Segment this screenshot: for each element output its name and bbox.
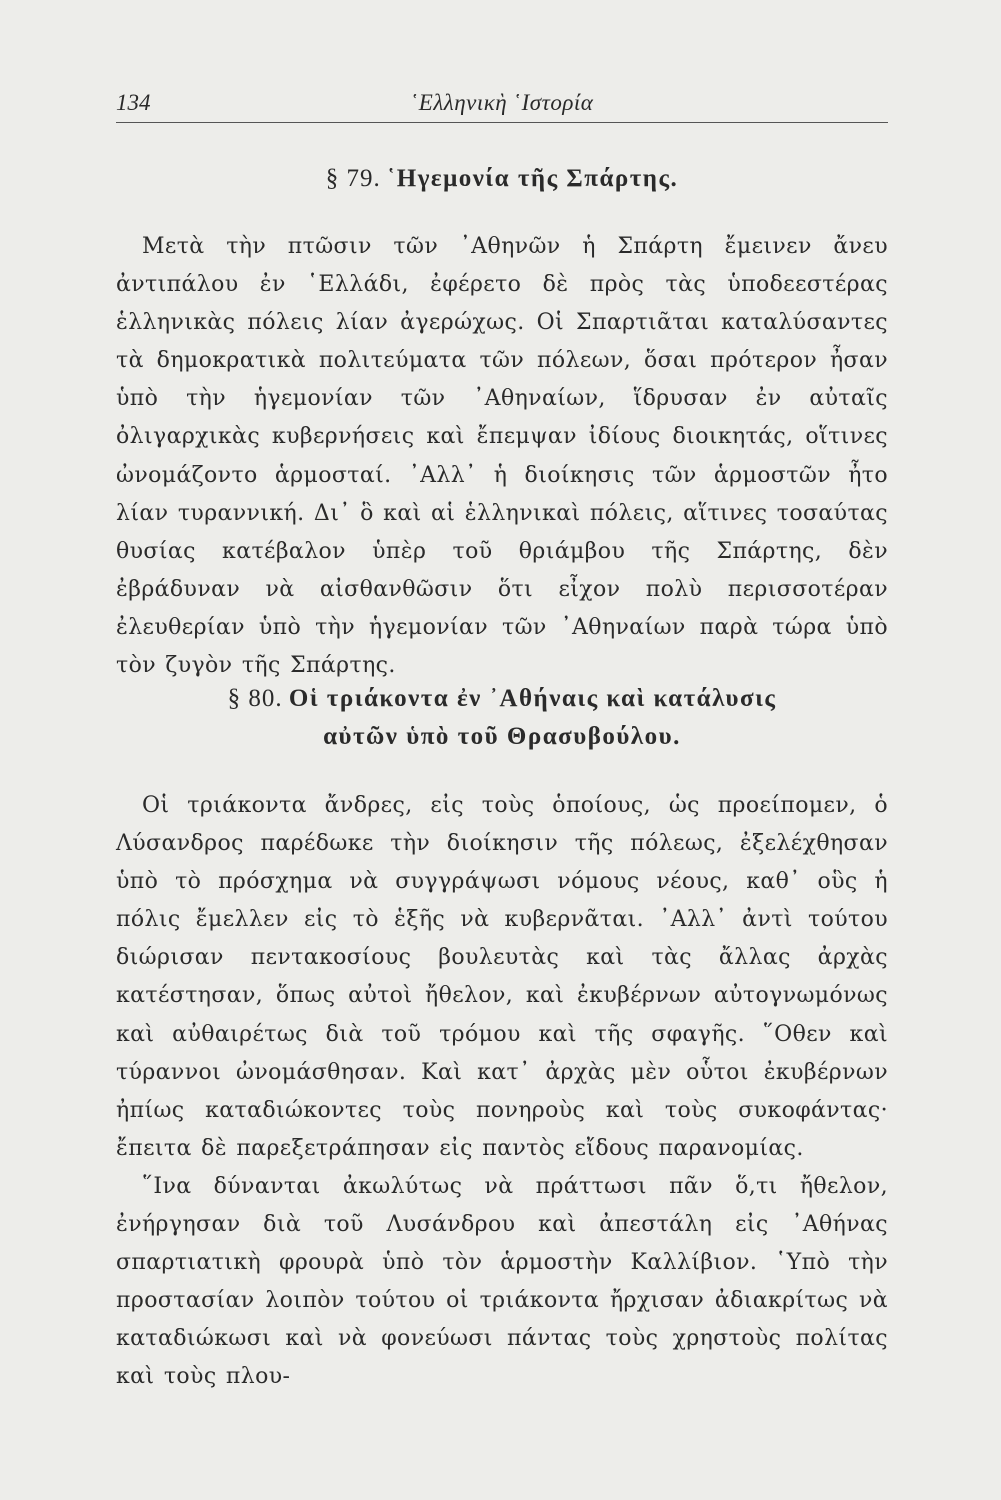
running-header — [116, 88, 888, 123]
page-number: 134 — [116, 90, 151, 115]
section-80-paragraph-2: ῞Ινα δύνανται ἀκωλύτως νὰ πράττωσι πᾶν ὅ,τι ἤθελον, ἐνήργησαν διὰ τοῦ Λυσάνδρου καὶ ἀπεστάλη εἰς ᾿Αθήνας σπαρτιατικὴ φρουρὰ ὑπὸ τὸν ἁρμοστὴν Καλλίβιον. ῾Υπὸ τὴν προστασίαν λοιπὸν τούτου οἱ τριάκοντα ἤρχισαν ἀδιακρίτως νὰ καταδιώκωσι καὶ νὰ φονεύωσι πάντας τοὺς χρηστοὺς πολίτας καὶ τοὺς πλου- — [116, 1174, 888, 1390]
section-title: ῾Ηγεμονία τῆς Σπάρτης. — [386, 165, 679, 192]
section-number: § 80. — [227, 685, 283, 712]
section-title-line-1: Οἱ τριάκοντα ἐν ᾿Αθήναις καὶ κατάλυσις — [288, 685, 777, 712]
section-79-heading — [116, 160, 888, 198]
section-79-paragraph: Μετὰ τὴν πτῶσιν τῶν ᾿Αθηνῶν ἡ Σπάρτη ἔμεινεν ἄνευ ἀντιπάλου ἐν ῾Ελλάδι, ἐφέρετο δὲ πρὸς τὰς ὑποδεεστέρας ἑλληνικὰς πόλεις λίαν ἀγερώχως. Οἱ Σπαρτιᾶται καταλύσαντες τὰ δημοκρατικὰ πολιτεύματα τῶν πόλεων, ὅσαι πρότερον ἦσαν ὑπὸ τὴν ἡγεμονίαν τῶν ᾿Αθηναίων, ἵδρυσαν ἐν αὐταῖς ὀλιγαρχικὰς κυβερνήσεις καὶ ἔπεμψαν ἰδίους διοικητάς, οἵτινες ὠνομάζοντο ἁρμοσταί. ᾿Αλλ᾿ ἡ διοίκησις τῶν ἁρμοστῶν ἦτο λίαν τυραννική. Δι᾿ ὃ καὶ αἱ ἑλληνικαὶ πόλεις, αἵτινες τοσαύτας θυσίας κατέβαλον ὑπὲρ τοῦ θριάμβου τῆς Σπάρτης, δὲν ἐβράδυναν νὰ αἰσθανθῶσιν ὅτι εἶχον πολὺ περισσοτέραν ἐλευθερίαν ὑπὸ τὴν ἡγεμονίαν τῶν ᾿Αθηναίων παρὰ τώρα ὑπὸ τὸν ζυγὸν τῆς Σπάρτης. — [116, 234, 888, 679]
section-80-heading — [116, 680, 888, 756]
section-title-line-2: αὐτῶν ὑπὸ τοῦ Θρασυβούλου. — [323, 723, 681, 750]
book-title: ῾Ελληνικὴ ῾Ιστορία — [410, 90, 594, 115]
section-80-paragraph-1: Οἱ τριάκοντα ἄνδρες, εἰς τοὺς ὁποίους, ὡς προείπομεν, ὁ Λύσανδρος παρέδωκε τὴν διοίκησιν τῆς πόλεως, ἐξελέχθησαν ὑπὸ τὸ πρόσχημα νὰ συγγράψωσι νόμους νέους, καθ᾿ οὓς ἡ πόλις ἔμελλεν εἰς τὸ ἑξῆς νὰ κυβερνᾶται. ᾿Αλλ᾿ ἀντὶ τούτου διώρισαν πεντακοσίους βουλευτὰς καὶ τὰς ἄλλας ἀρχὰς κατέστησαν, ὅπως αὐτοὶ ἤθελον, καὶ ἐκυβέρνων αὐτογνωμόνως καὶ αὐθαιρέτως διὰ τοῦ τρόμου καὶ τῆς σφαγῆς. ῞Οθεν καὶ τύραννοι ὠνομάσθησαν. Καὶ κατ᾿ ἀρχὰς μὲν οὗτοι ἐκυβέρνων ἠπίως καταδιώκοντες τοὺς πονηροὺς καὶ τοὺς συκοφάντας· ἔπειτα δὲ παρεξετράπησαν εἰς παντὸς εἴδους παρανομίας. — [116, 793, 888, 1161]
section-number: § 79. — [325, 165, 381, 192]
